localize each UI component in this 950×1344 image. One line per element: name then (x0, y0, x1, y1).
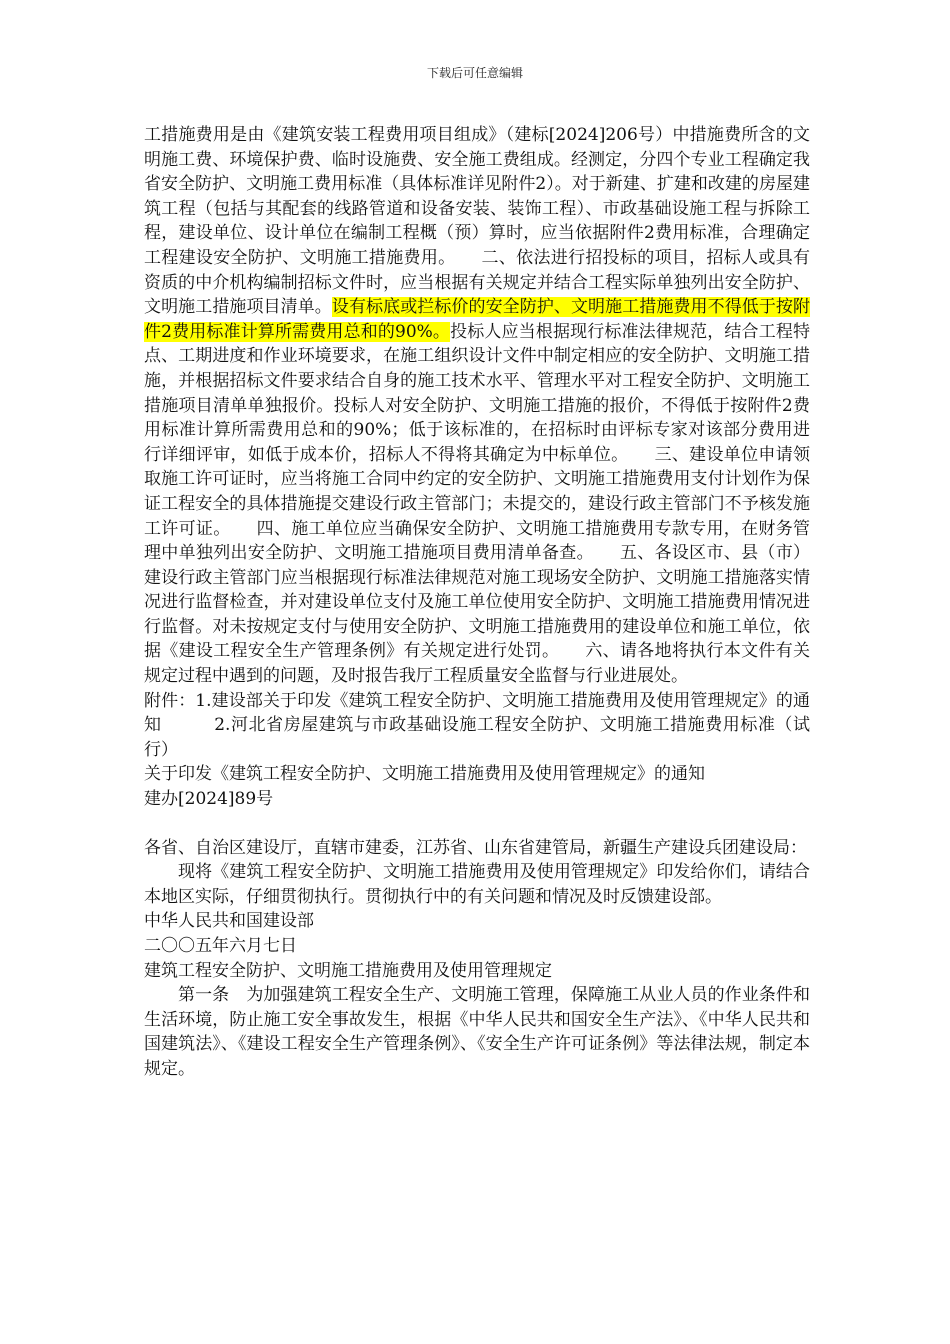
document-body (144, 123, 810, 1082)
issuer: 中华人民共和国建设部 (144, 911, 314, 932)
notice-title: 关于印发《建筑工程安全防护、文明施工措施费用及使用管理规定》的通知 (144, 764, 705, 785)
recipients: 各省、自治区建设厅，直辖市建委，江苏省、山东省建管局，新疆生产建设兵团建设局： (144, 837, 807, 858)
notice-number: 建办[2024]89号 (144, 789, 274, 810)
attachments-list: 附件：1.建设部关于印发《建筑工程安全防护、文明施工措施费用及使用管理规定》的通知 2.河北省房屋建筑与市政基础设施工程安全防护、文明施工措施费用标准（试行） (144, 690, 810, 760)
notice-body: 现将《建筑工程安全防护、文明施工措施费用及使用管理规定》印发给你们，请结合本地区实际，仔细贯彻执行。贯彻执行中的有关问题和情况及时反馈建设部。 (144, 862, 810, 907)
issue-date: 二〇〇五年六月七日 (144, 936, 297, 956)
article-1: 第一条 为加强建筑工程安全生产、文明施工管理，保障施工从业人员的作业条件和生活环境，防止施工安全事故发生，根据《中华人民共和国安全生产法》、《中华人民共和国建筑法》、《建设工程安全生产管理条例》、《安全生产许可证条例》等法律法规，制定本规定。 (144, 985, 810, 1079)
paragraph-text: 工措施费用是由《建筑安装工程费用项目组成》（建标[2024]206号）中措施费所含的文明施工费、环境保护费、临时设施费、安全施工费组成。经测定，分四个专业工程确定我省安全防护、文明施工费用标准（具体标准详见附件2）。对于新建、扩建和改建的房屋建筑工程（包括与其配套的线路管道和设备安装、装饰工程）、市政基础设施工程与拆除工程，建设单位、设计单位在编制工程概（预）算时，应当依据附件2费用标准，合理确定工程建设安全防护、文明施工措施费用。 二、依法进行招投标的项目，招标人或具有资质的中介机构编制招标文件时，应当根据有关规定并结合工程实际单独列出安全防护、文明施工措施项目清单。 (144, 125, 810, 318)
main-paragraph (144, 123, 810, 689)
highlighted-text: 设有标底或拦标价的安全防护、文明施工措施费用不得低于按附件2费用标准计算所需费用总和的90%。 (144, 297, 811, 342)
page-header-note: 下载后可任意编辑 (426, 66, 523, 80)
paragraph-text-continued: 投标人应当根据现行标准法律规范，结合工程特点、工期进度和作业环境要求，在施工组织设计文件中制定相应的安全防护、文明施工措施，并根据招标文件要求结合自身的施工技术水平、管理水平对工程安全防护、文明施工措施项目清单单独报价。投标人对安全防护、文明施工措施的报价，不得低于按附件2费用标准计算所需费用总和的90%；低于该标准的，在招标时由评标专家对该部分费用进行详细评审，如低于成本价，招标人不得将其确定为中标单位。 三、建设单位申请领取施工许可证时，应当将施工合同中约定的安全防护、文明施工措施费用支付计划作为保证工程安全的具体措施提交建设行政主管部门；未提交的，建设行政主管部门不予核发施工许可证。 四、施工单位应当确保安全防护、文明施工措施费用专款专用，在财务管理中单独列出安全防护、文明施工措施项目费用清单备查。 五、各设区市、县（市）建设行政主管部门应当根据现行标准法律规范对施工现场安全防护、文明施工措施落实情况进行监督检查，并对建设单位支付及施工单位使用安全防护、文明施工措施费用情况进行监督。对未按规定支付与使用安全防护、文明施工措施费用的建设单位和施工单位，依据《建设工程安全生产管理条例》有关规定进行处罚。 六、请各地将执行本文件有关规定过程中遇到的问题，及时报告我厅工程质量安全监督与行业进展处。 (144, 321, 810, 687)
blank-line (144, 812, 810, 836)
rules-title: 建筑工程安全防护、文明施工措施费用及使用管理规定 (144, 960, 552, 981)
